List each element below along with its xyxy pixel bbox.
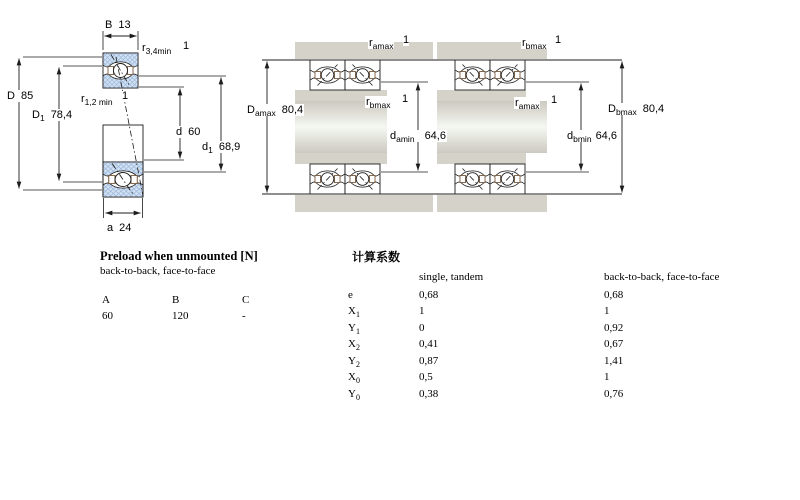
factor-value-single: 0,68 xyxy=(419,289,439,301)
preload-col-header-B: B xyxy=(172,294,180,306)
dim-label-D: D 85 xyxy=(7,90,34,102)
dim-label-dbmin: $d_{bmin}$ 64,6 xyxy=(567,130,617,145)
figure1-single-bearing xyxy=(19,31,226,218)
preload-value-C: - xyxy=(242,310,246,322)
dim-label-Damax: $D_{amax}$ 80,4 xyxy=(247,104,304,119)
factor-row-label: $Y_0$ xyxy=(348,388,360,403)
footnote-ref: 1 xyxy=(122,90,129,102)
footnote-ref: 1 xyxy=(555,34,562,46)
dim-label-Dbmax: $D_{bmax}$ 80,4 xyxy=(608,103,665,118)
factor-row-label: $X_0$ xyxy=(348,371,360,386)
preload-value-A: 60 xyxy=(102,310,113,322)
factor-value-paired: 1,41 xyxy=(604,355,624,367)
factor-value-single: 0,5 xyxy=(419,371,433,383)
footnote-ref: 1 xyxy=(402,93,409,105)
dim-label-r12: $r_{1,2 min}$ xyxy=(81,93,113,108)
dim-label-rbmax: $r_{bmax}$ xyxy=(522,37,547,52)
factors-table-title: 计算系数 xyxy=(352,250,401,264)
preload-col-header-C: C xyxy=(242,294,250,306)
factor-value-single: 0,38 xyxy=(419,388,439,400)
dim-label-B: B 13 xyxy=(105,19,131,31)
factor-row-label: $X_1$ xyxy=(348,305,360,320)
dim-label-rbmax-mid: $r_{bmax}$ xyxy=(366,96,391,111)
preload-table-subtitle: back-to-back, face-to-face xyxy=(100,265,216,277)
factor-value-paired: 0,68 xyxy=(604,289,624,301)
factors-col2-header: back-to-back, face-to-face xyxy=(604,271,720,283)
factor-value-paired: 0,92 xyxy=(604,322,624,334)
dim-label-d1: $d_1$ 68,9 xyxy=(202,141,241,156)
factor-row-label: $X_2$ xyxy=(348,338,360,353)
factors-col1-header: single, tandem xyxy=(419,271,484,283)
dim-label-ramax-mid: $r_{amax}$ xyxy=(515,97,540,112)
footnote-ref: 1 xyxy=(403,34,410,46)
preload-value-B: 120 xyxy=(172,310,189,322)
factor-value-single: 1 xyxy=(419,305,425,317)
factor-value-paired: 0,76 xyxy=(604,388,624,400)
dim-label-D1: $D_1$ 78,4 xyxy=(32,109,73,124)
preload-table-title: Preload when unmounted [N] xyxy=(100,249,258,263)
factor-row-label: $Y_1$ xyxy=(348,322,360,337)
dim-label-d: d 60 xyxy=(176,126,201,138)
factor-row-label: e xyxy=(348,289,353,301)
dim-label-ramax: $r_{amax}$ xyxy=(369,37,394,52)
factor-value-single: 0,87 xyxy=(419,355,439,367)
factor-value-paired: 1 xyxy=(604,371,610,383)
factor-value-paired: 1 xyxy=(604,305,610,317)
factor-value-single: 0 xyxy=(419,322,425,334)
footnote-ref: 1 xyxy=(551,94,558,106)
figure3-paired-mounting-b xyxy=(437,42,547,212)
dim-label-r34: $r_{3,4min}$ xyxy=(142,42,172,57)
figure2-paired-mounting-a xyxy=(295,42,433,212)
factor-value-single: 0,41 xyxy=(419,338,439,350)
factor-row-label: $Y_2$ xyxy=(348,355,360,370)
preload-col-header-A: A xyxy=(102,294,110,306)
factor-value-paired: 0,67 xyxy=(604,338,624,350)
footnote-ref: 1 xyxy=(183,40,190,52)
dim-label-damin: $d_{amin}$ 64,6 xyxy=(390,130,446,145)
dim-label-a: a 24 xyxy=(107,222,132,234)
